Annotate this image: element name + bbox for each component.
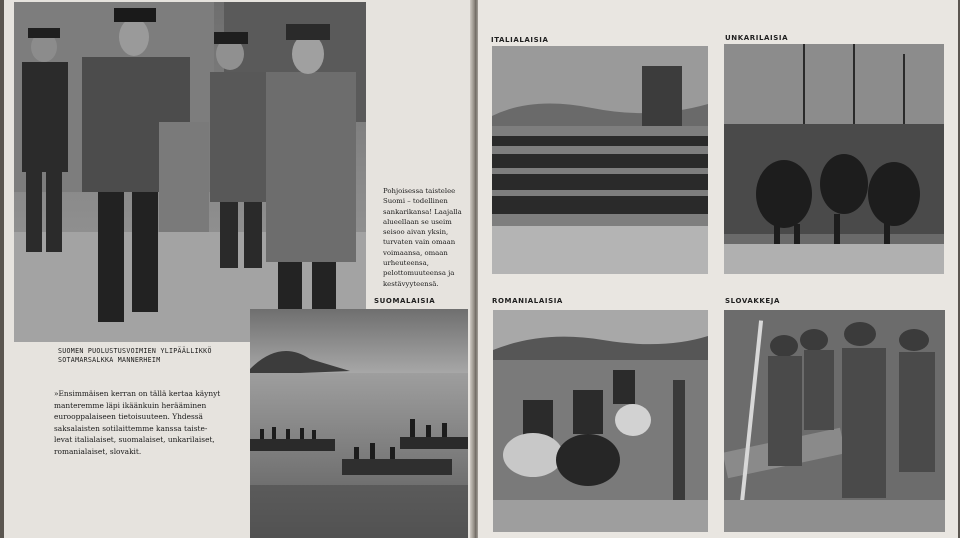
side-line: seisoo aivan yksin,: [383, 228, 449, 237]
side-line: pelottomuuteensa ja: [383, 269, 455, 278]
label-italialaisia: ITALIALAISIA: [491, 36, 549, 44]
caption-line: SOTAMARSALKKA MANNERHEIM: [58, 356, 161, 364]
boats-photo: [250, 309, 468, 538]
label-suomalaisia: SUOMALAISIA: [374, 297, 436, 305]
side-line: turvaten vain omaan: [383, 238, 456, 247]
side-line: sankarikansa! Laajalla: [383, 207, 462, 216]
label-unkarilaisia: UNKARILAISIA: [725, 34, 789, 42]
italian-soldiers-photo: [492, 46, 708, 274]
slovak-soldiers-photo: [724, 310, 945, 532]
quote-line: levat italialaiset, suomalaiset, unkarilaiset,: [54, 435, 215, 444]
quote-line: manteremme läpi ikäänkuin herääminen: [54, 400, 207, 410]
side-line: Suomi – todellinen: [383, 197, 448, 206]
side-line: voimaansa, omaan: [383, 248, 448, 257]
side-line: Pohjoisessa taistelee: [383, 187, 456, 195]
hungarian-cavalry-photo: [724, 44, 944, 274]
finland-paragraph: [383, 186, 473, 289]
caption-line: SUOMEN PUOLUSTUSVOIMIEN YLIPÄÄLLIKKÖ: [58, 347, 212, 355]
officers-photo: [14, 2, 366, 342]
side-line: alueellaan se useim: [383, 217, 452, 226]
quote-paragraph: [54, 388, 244, 457]
side-line: kestävyyteensä.: [383, 279, 439, 288]
quote-line: »Ensimmäisen kerran on tällä kertaa käynyt: [54, 389, 221, 398]
side-line: urheuteensa,: [383, 259, 429, 268]
label-romanialaisia: ROMANIALAISIA: [492, 297, 563, 305]
quote-line: saksalaisten sotilaittemme kanssa taiste-: [54, 423, 208, 433]
mannerheim-caption: [58, 347, 248, 365]
label-slovakkeja: SLOVAKKEJA: [725, 297, 781, 305]
quote-line: eurooppalaiseen tietoisuuteen. Yhdessä: [54, 412, 203, 421]
romanian-cavalry-photo: [493, 310, 708, 532]
quote-line: romanialaiset, slovakit.: [54, 446, 142, 456]
